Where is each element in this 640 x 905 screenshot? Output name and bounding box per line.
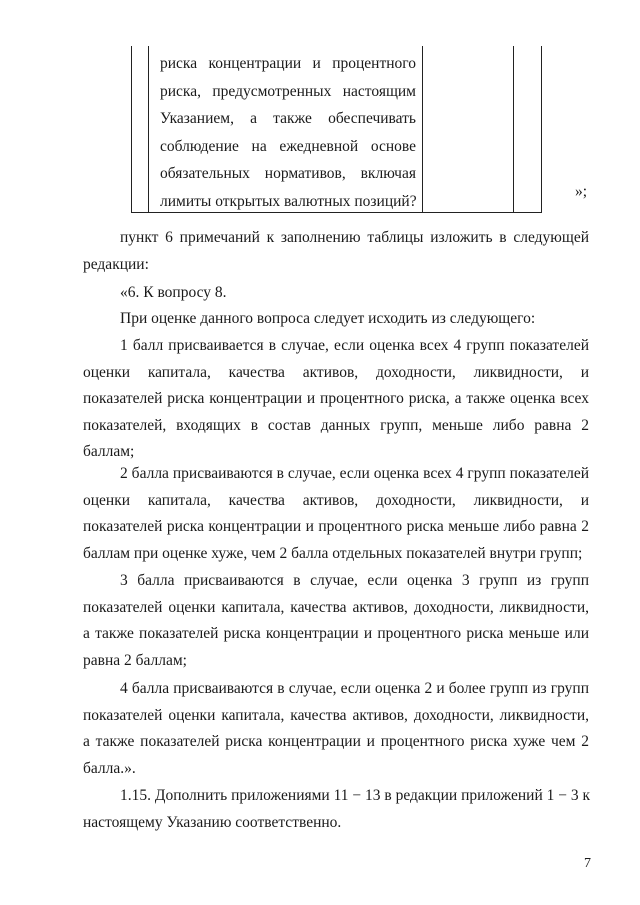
paragraph-line: а также показателей риска концентрации и процентного риска хуже чем 2 — [83, 733, 589, 750]
paragraph-line: оценки капитала, качества активов, доходности, ликвидности, и — [83, 363, 589, 381]
paragraph-score-4 — [83, 676, 589, 782]
page-number: 7 — [584, 856, 591, 871]
table-cell-line: риска, предусмотренных настоящим — [160, 82, 416, 100]
paragraph-line: показателей риска концентрации и процентного риска меньше либо равна 2 — [83, 518, 589, 535]
paragraph-evaluation-rule — [83, 306, 589, 333]
paragraph-score-3 — [83, 568, 589, 674]
paragraph-line: настоящему Указанию соответственно. — [83, 813, 342, 831]
table-fragment — [131, 46, 542, 213]
table-cell-line: риска концентрации и процентного — [160, 55, 416, 72]
paragraph-amendment-intro — [83, 225, 589, 278]
paragraph-line: 3 балла присваиваются в случае, если оценка 3 групп из групп — [120, 572, 589, 589]
paragraph-item-1-15 — [83, 783, 589, 836]
paragraph-line: 1 балл присваивается в случае, если оценка всех 4 групп показателей — [120, 337, 589, 354]
table-cell-text — [160, 50, 416, 215]
paragraph-line: редакции: — [83, 255, 149, 273]
paragraph-line: 2 балла присваиваются в случае, если оценка всех 4 групп показателей — [120, 465, 589, 482]
paragraph-line: а также показателей риска концентрации и процентного риска меньше или — [83, 625, 589, 642]
paragraph-line: При оценке данного вопроса следует исходить из следующего: — [120, 310, 536, 327]
paragraph-score-1 — [83, 333, 589, 466]
paragraph-line: 4 балла присваиваются в случае, если оценка 2 и более групп из групп — [120, 680, 589, 697]
paragraph-line: балла.». — [83, 759, 136, 777]
table-column-divider — [422, 46, 423, 212]
paragraph-line: 1.15. Дополнить приложениями 11 − 13 в редакции приложений 1 − 3 к — [120, 787, 591, 804]
paragraph-line: равна 2 баллам; — [83, 651, 187, 669]
paragraph-line: оценки капитала, качества активов, доходности, ликвидности, и — [83, 491, 589, 509]
paragraph-line: пункт 6 примечаний к заполнению таблицы изложить в следующей — [120, 229, 589, 246]
paragraph-line: баллам; — [83, 443, 135, 460]
paragraph-line: показателей, входящих в состав данных групп, меньше либо равна 2 — [83, 416, 589, 434]
paragraph-line: показателей оценки капитала, качества активов, доходности, ликвидности, — [83, 706, 589, 724]
table-column-divider — [513, 46, 514, 212]
paragraph-line: показателей оценки капитала, качества активов, доходности, ликвидности, — [83, 598, 589, 616]
paragraph-line: «6. К вопросу 8. — [120, 284, 227, 301]
paragraph-score-2 — [83, 461, 589, 567]
table-cell-line: Указанием, а также обеспечивать — [160, 110, 416, 127]
paragraph-line: показателей риска концентрации и процентного риска, а также оценка всех — [83, 390, 589, 407]
paragraph-line: баллам при оценке хуже, чем 2 балла отдельных показателей внутри групп; — [83, 544, 583, 562]
table-column-divider — [148, 46, 149, 212]
table-cell-line: обязательных нормативов, включая — [160, 165, 416, 182]
closing-quote-mark: »; — [575, 183, 588, 200]
paragraph-question-heading — [83, 280, 589, 307]
table-cell-line: соблюдение на ежедневной основе — [160, 137, 416, 155]
table-cell-line: лимиты открытых валютных позиций? — [160, 192, 417, 210]
